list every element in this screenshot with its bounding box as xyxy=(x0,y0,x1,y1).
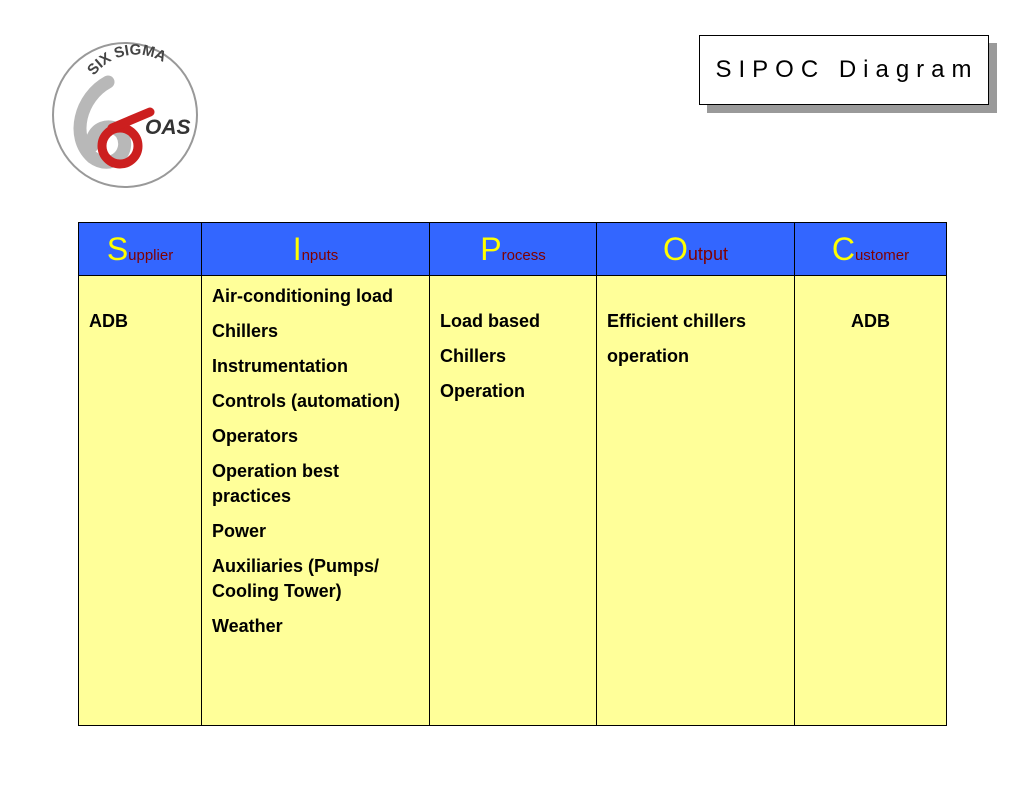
logo-top-text: SIX SIGMA xyxy=(84,42,170,79)
input-item: Operation best practices xyxy=(212,461,340,506)
input-item: Auxiliaries (Pumps/ Cooling Tower) xyxy=(212,556,380,601)
supplier-cell xyxy=(79,276,202,726)
body-row xyxy=(79,276,947,726)
header-inputs: Inputs xyxy=(202,223,430,276)
inputs-cell xyxy=(202,276,430,726)
process-cell xyxy=(430,276,597,726)
page-title: SIPOC Diagram xyxy=(715,56,979,83)
input-item: Chillers xyxy=(212,321,279,341)
input-item: Instrumentation xyxy=(212,356,349,376)
header-output: Output xyxy=(597,223,795,276)
input-item: Controls (automation) xyxy=(212,391,400,411)
title-frame xyxy=(699,35,989,105)
header-customer: Customer xyxy=(795,223,947,276)
title-box xyxy=(699,35,989,105)
process-item: Load based xyxy=(440,311,541,331)
customer-cell xyxy=(795,276,947,726)
input-item: Weather xyxy=(212,616,283,636)
output-cell xyxy=(597,276,795,726)
customer-item: ADB xyxy=(851,311,890,331)
header-row xyxy=(79,223,947,276)
output-item: Efficient chillers xyxy=(607,311,747,331)
header-process: Process xyxy=(430,223,597,276)
process-item: Chillers xyxy=(440,346,507,366)
logo-brand-text: OAS xyxy=(145,116,191,139)
process-item: Operation xyxy=(440,381,526,401)
sipoc-table xyxy=(78,222,947,726)
input-item: Operators xyxy=(212,426,299,446)
six-sigma-logo xyxy=(50,42,200,188)
supplier-item: ADB xyxy=(89,311,128,331)
output-item: operation xyxy=(607,346,690,366)
input-item: Power xyxy=(212,521,267,541)
input-item: Air-conditioning load xyxy=(212,286,393,306)
header-supplier: Supplier xyxy=(79,223,202,276)
